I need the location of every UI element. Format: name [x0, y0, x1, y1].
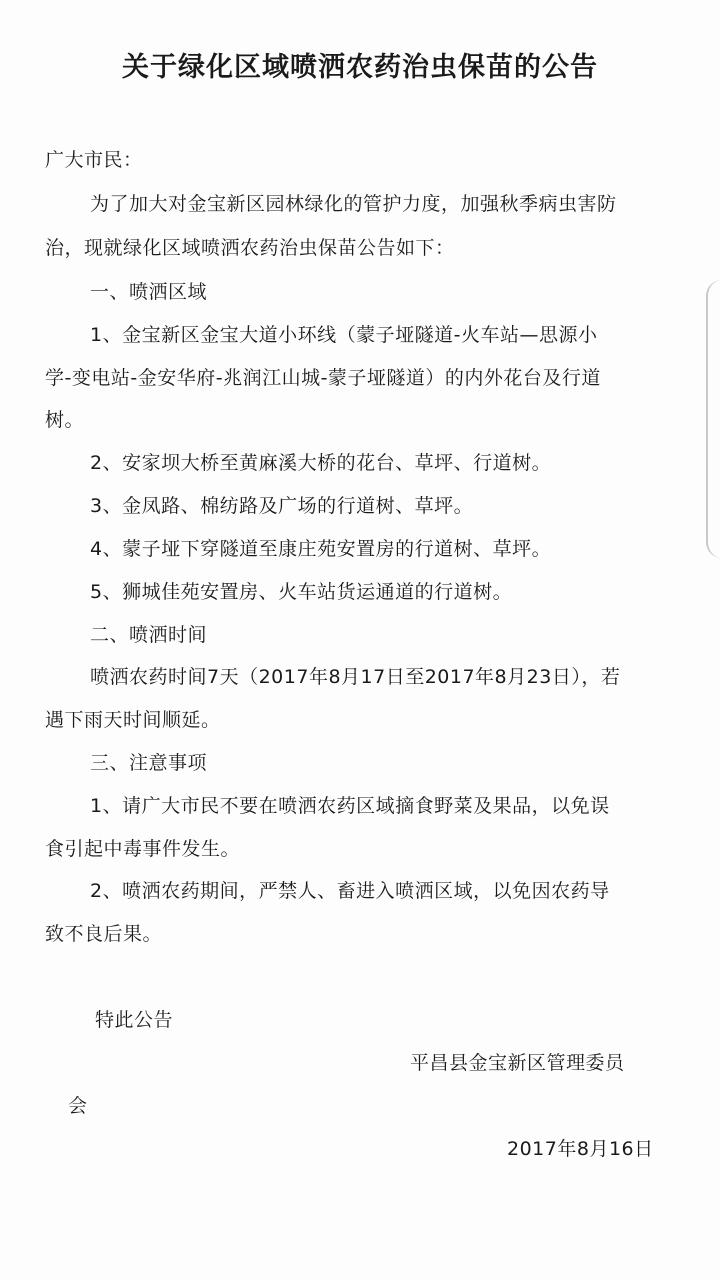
notice-date: 2017年8月16日 — [507, 1138, 654, 1160]
section1-item4: 4、蒙子垭下穿隧道至康庄苑安置房的行道树、草坪。 — [90, 538, 552, 560]
section3-item2-line1: 2、喷洒农药期间，严禁人、畜进入喷洒区域，以免因农药导 — [90, 880, 610, 902]
section2-body-line1: 喷洒农药时间7天（2017年8月17日至2017年8月23日），若 — [90, 666, 621, 688]
section1-item3: 3、金凤路、棉纺路及广场的行道树、草坪。 — [90, 495, 474, 517]
section3-heading: 三、注意事项 — [90, 752, 208, 774]
scroll-edge-indicator — [706, 280, 720, 558]
section3-item2-line2: 致不良后果。 — [45, 923, 163, 945]
signature-line2: 会 — [68, 1095, 88, 1117]
section2-heading: 二、喷洒时间 — [90, 624, 208, 646]
section2-body-line2: 遇下雨天时间顺延。 — [45, 709, 221, 731]
intro-line-1: 为了加大对金宝新区园林绿化的管护力度，加强秋季病虫害防 — [90, 193, 617, 215]
section1-item5: 5、狮城佳苑安置房、火车站货运通道的行道树。 — [90, 581, 513, 603]
section1-item1-line2: 学-变电站-金安华府-兆润江山城-蒙子垭隧道）的内外花台及行道 — [45, 367, 601, 389]
section1-item1-line1: 1、金宝新区金宝大道小环线（蒙子垭隧道-火车站—思源小 — [90, 324, 598, 346]
section3-item1-line1: 1、请广大市民不要在喷洒农药区域摘食野菜及果品，以免误 — [90, 795, 610, 817]
section1-item1-line3: 树。 — [45, 409, 85, 431]
section1-heading: 一、喷洒区域 — [90, 281, 208, 303]
section3-item1-line2: 食引起中毒事件发生。 — [45, 838, 241, 860]
intro-line-2: 治，现就绿化区域喷洒农药治虫保苗公告如下： — [45, 237, 455, 259]
section1-item2: 2、安家坝大桥至黄麻溪大桥的花台、草坪、行道树。 — [90, 452, 552, 474]
closing-text: 特此公告 — [95, 1009, 174, 1031]
salutation: 广大市民： — [45, 149, 143, 171]
signature-line1: 平昌县金宝新区管理委员 — [410, 1052, 625, 1074]
notice-title: 关于绿化区域喷洒农药治虫保苗的公告 — [122, 52, 598, 83]
